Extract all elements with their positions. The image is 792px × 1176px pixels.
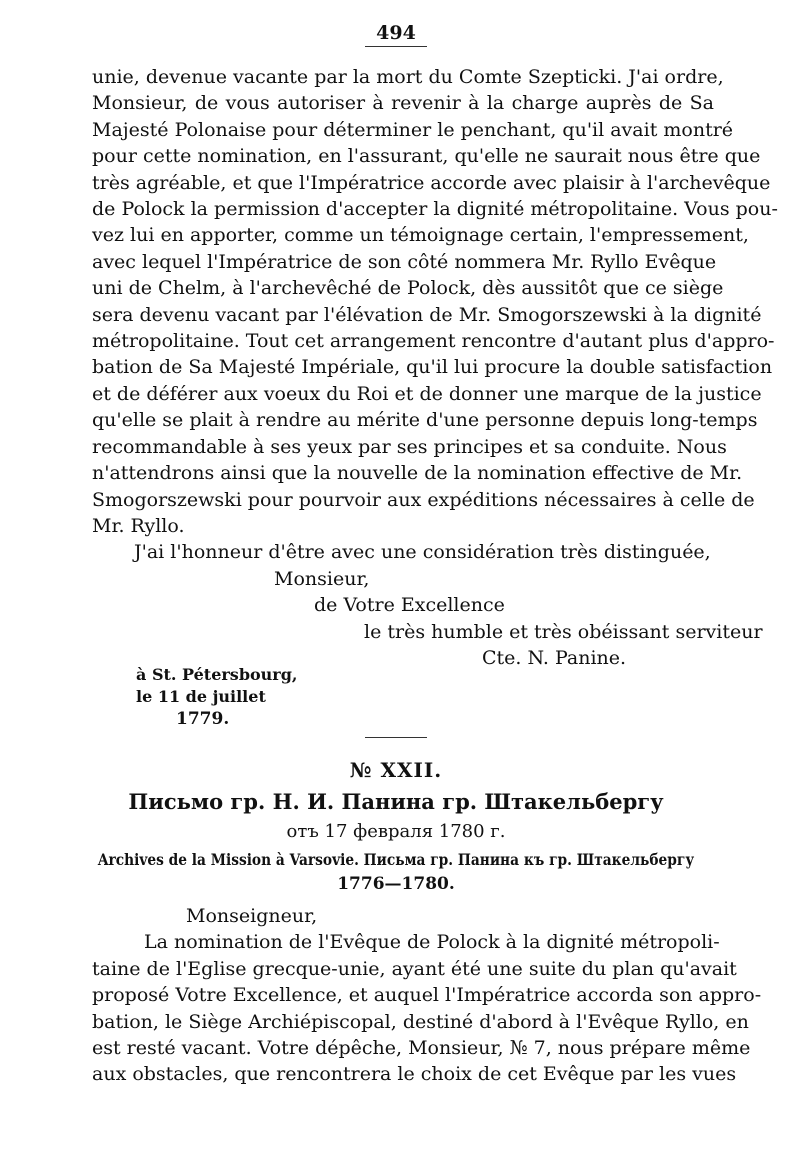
closing-servant: le très humble et très obéissant serviteur xyxy=(364,620,763,643)
body-line: qu'elle se plait à rendre au mérite d'une personne depuis long-temps xyxy=(92,409,758,432)
archive-years: 1776—1780. xyxy=(337,874,455,894)
document-number: № XXII. xyxy=(349,758,443,782)
body-line: recommandable à ses yeux par ses principes et sa conduite. Nous xyxy=(92,435,727,458)
body-line: Majesté Polonaise pour déterminer le penchant, qu'il avait montré xyxy=(92,118,734,141)
body-line: métropolitaine. Tout cet arrangement rencontre d'autant plus d'appro- xyxy=(92,330,775,353)
place-year: 1779. xyxy=(176,709,230,729)
body-line: Monsieur, de vous autoriser à revenir à la charge auprès de Sa xyxy=(92,92,714,115)
body-line: est resté vacant. Votre dépêche, Monsieur, № 7, nous prépare même xyxy=(92,1037,751,1060)
closing-excellence: de Votre Excellence xyxy=(314,594,505,617)
letter2-body xyxy=(92,903,762,1088)
place-day: le 11 de juillet xyxy=(136,687,266,706)
letter-body xyxy=(92,64,778,671)
section-separator xyxy=(365,737,427,738)
body-line: vez lui en apporter, comme un témoignage certain, l'empressement, xyxy=(92,224,749,247)
body-line: pour cette nomination, en l'assurant, qu'elle ne saurait nous être que xyxy=(92,145,761,168)
page-number: 494 xyxy=(376,22,416,44)
body-line: et de déférer aux voeux du Roi et de donner une marque de la justice xyxy=(92,382,762,405)
closing-address: Monsieur, xyxy=(274,567,370,590)
signature: Cte. N. Panine. xyxy=(482,646,627,669)
body-line: de Polock la permission d'accepter la dignité métropolitaine. Vous pou- xyxy=(92,198,778,221)
document-date: отъ 17 февраля 1780 г. xyxy=(286,821,506,842)
body-line: Mr. Ryllo. xyxy=(92,514,185,537)
place-city: à St. Pétersbourg, xyxy=(136,665,298,684)
body-line: taine de l'Eglise grecque-unie, ayant été une suite du plan qu'avait xyxy=(92,957,737,980)
body-line: unie, devenue vacante par la mort du Comte Szepticki. J'ai ordre, xyxy=(92,66,724,88)
body-line: proposé Votre Excellence, et auquel l'Impératrice accorda son appro- xyxy=(92,984,762,1007)
salutation: Monseigneur, xyxy=(186,905,318,927)
body-line: sera devenu vacant par l'élévation de Mr. Smogorszewski à la dignité xyxy=(92,303,762,326)
body-line: La nomination de l'Evêque de Polock à la dignité métropoli- xyxy=(144,931,720,954)
closing-formula: J'ai l'honneur d'être avec une considération très distinguée, xyxy=(134,541,711,564)
body-line: aux obstacles, que rencontrera le choix de cet Evêque par les vues xyxy=(92,1063,737,1086)
body-line: bation de Sa Majesté Impériale, qu'il lui procure la double satisfaction xyxy=(92,356,773,379)
body-line: Smogorszewski pour pourvoir aux expéditions nécessaires à celle de xyxy=(92,488,755,511)
page-number-rule xyxy=(365,46,427,47)
document-title: Письмо гр. Н. И. Панина гр. Штакельбергу xyxy=(128,789,664,814)
body-line: avec lequel l'Impératrice de son côté nommera Mr. Ryllo Evêque xyxy=(92,250,717,273)
body-line: n'attendrons ainsi que la nouvelle de la nomination effective de Mr. xyxy=(92,462,743,485)
body-line: très agréable, et que l'Impératrice accorde avec plaisir à l'archevêque xyxy=(92,171,771,194)
body-line: uni de Chelm, à l'archevêché de Polock, dès aussitôt que ce siège xyxy=(92,277,724,300)
body-line: bation, le Siège Archiépiscopal, destiné d'abord à l'Evêque Ryllo, en xyxy=(92,1010,749,1033)
archive-source: Archives de la Mission à Varsovie. Письма гр. Панина къ гр. Штакельбергу xyxy=(97,850,695,869)
place-date-block xyxy=(136,664,298,730)
